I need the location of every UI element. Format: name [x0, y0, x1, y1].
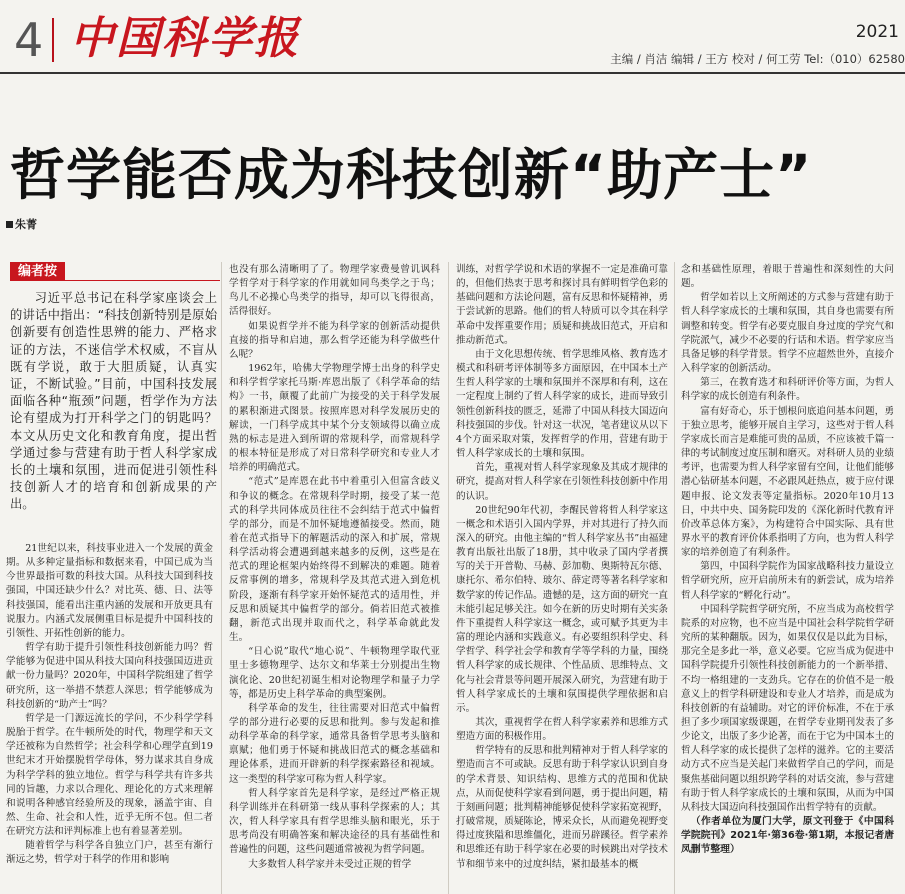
page-header	[0, 0, 905, 75]
masthead-logo: 中国科学报	[70, 13, 300, 64]
article-column-3	[456, 263, 668, 872]
paragraph: 科学革命的发生，往往需要对旧范式中偏哲学的部分进行必要的反思和批判。参与发起和推动科学革命的科学家，通常具备哲学思考头脑和禀赋；他们勇于怀疑和挑战旧范式的概念基础和理论体系，进而开辟新的科学探索路径和视域。这一类型的科学家可称为哲人科学家。	[229, 702, 440, 785]
column-separator	[448, 262, 449, 894]
byline-square-icon	[6, 221, 13, 228]
source-note: （作者单位为厦门大学，原文刊登于《中国科学院院刊》2021年·第36卷·第1期，本报记者唐凤删节整理）	[681, 816, 894, 856]
article-column-4	[681, 263, 894, 858]
paragraph: 哲人科学家首先是科学家，是经过严格正规科学训练并在科研第一线从事科学探索的人；其次，哲人科学家具有哲学思维头脑和眼光，乐于思考尚没有明确答案和解决途径的具有基础性和普遍性的问题，这些问题通常被视为哲学问题。	[229, 787, 440, 856]
editor-note: 习近平总书记在科学家座谈会上的讲话中指出：“科技创新特别是原始创新要有创造性思辨的能力、严格求证的方法，不迷信学术权威，不盲从既有学说，敢于大胆质疑，认真实证，不断试验。”目前，中国科技发展面临各种“瓶颈”问题，哲学作为方法论有望成为打开科学之门的钥匙吗？本文从历史文化和教育角度，提出哲学通过参与营建有助于哲人科学家成长的土壤和氛围，进而促进引领性科技创新人才的培育和创新成果的产出。	[10, 291, 217, 512]
page-number: 4	[14, 13, 44, 67]
paragraph: 富有好奇心，乐于刨根问底追问基本问题，勇于独立思考，能够开展自主学习，这些对于哲人科学家成长而言是难能可贵的品质，不应该被千篇一律的考试制度过度压制和磨灭。对科研人员的业绩考评，也需要为哲人科学家留有空间，让他们能够潜心钻研基本问题，不必跟风赶热点，疲于应付课题申报、论文发表等定量指标。2020年10月13日，中共中央、国务院印发的《深化新时代教育评价改革总体方案》，为构建符合中国实际、具有世界水平的教育评价体系指明了方向，也为哲人科学家的培养创造了有利条件。	[681, 405, 894, 559]
header-rule	[0, 72, 905, 74]
paragraph: 第四，中国科学院作为国家战略科技力量设立哲学研究所，应开启前所未有的新尝试，成为培养哲人科学家的“孵化行动”。	[681, 561, 894, 601]
paragraph: 训练，对哲学学说和术语的掌握不一定是准确可靠的，但他们热衷于思考和探讨具有鲜明哲学色彩的基础问题和方法论问题，富有反思和怀疑精神，勇于尝试新的思路。他们的哲人特质可以令其在科学革命中发挥重要作用；质疑和挑战旧范式，开启和推动新范式。	[456, 264, 668, 346]
editor-note-rule	[10, 280, 220, 281]
author-name: 朱菁	[15, 218, 37, 231]
column-separator	[221, 262, 222, 894]
credits-text: 主编 / 肖洁 编辑 / 王方 校对 / 何工劳 Tel:（010）62580	[610, 52, 905, 66]
paragraph: 哲学是一门源远流长的学问，不少科学学科脱胎于哲学。在牛顿所处的时代，物理学和天文学还被称为自然哲学；社会科学和心理学直到19世纪末才开始摆脱哲学母体，努力谋求其自身成为科学学科的独立地位。哲学与科学共有许多共同的旨趣，力求以合理化、理论化的方式来理解和说明各种感官经验所及的现象，涵盖宇宙、自然、生命、社会和人性，近乎无所不包。但二者在研究方法和评判标准上也有着显著差别。	[6, 712, 213, 838]
editorial-credits	[610, 51, 905, 67]
paragraph: “范式”是库恩在此书中着重引入但富含歧义和争议的概念。在常规科学时期，接受了某一范式的科学共同体成员往往不会纠结于范式中偏哲学的部分，而是不加怀疑地遵循接受。然而，随着在范式指导下的解题活动的深入和扩展，常规科学活动将会遭遇到越来越多的反例，这些是在范式的理论框架内始终得不到解决的难题。随着反常事例的增多，常规科学及其范式进入到危机阶段，逐渐有科学家开始怀疑范式的适用性，并反思和质疑其中偏哲学的部分。倘若旧范式被推翻，新范式出现并取而代之，科学革命就此发生。	[229, 476, 440, 644]
paragraph: “日心说”取代“地心说”、牛顿物理学取代亚里士多德物理学、达尔文和华莱士分别提出生物演化论、20世纪初诞生相对论物理学和量子力学等，都是历史上科学革命的典型案例。	[229, 646, 440, 700]
paragraph: 首先，重视对哲人科学家现象及其成才规律的研究，提高对哲人科学家在引领性科技创新中作用的认识。	[456, 462, 668, 502]
paragraph: 由于文化思想传统、哲学思维风格、教育选才模式和科研考评体制等多方面原因，在中国本土产生哲人科学家的土壤和氛围并不深厚和有利，这在一定程度上制约了哲人科学家的成长，进而导致引领性创新科技的匮乏，延滞了中国从科技大国迈向科技强国的步伐。针对这一状况，笔者建议从以下4个方面采取对策，发挥哲学的作用，营建有助于哲人科学家成长的土壤和氛围。	[456, 348, 668, 460]
issue-year: 2021	[855, 22, 899, 42]
paragraph: 中国科学院哲学研究所，不应当成为高校哲学院系的对应物，也不应当是中国社会科学院哲学研究所的某种翻版。因为，如果仅仅是以此为目标，那完全是多此一举，意义必要。它应当成为促进中国科学院提升引领性科技创新能力的一个新举措、不均一格组建的一支劲兵。它存在的价值不是一般意义上的哲学科研建设和专业人才培养，而是成为科技创新的有益辅助。对它的评价标准，不在于承担了多少项国家级课题，在哲学专业期刊发表了多少论文，出版了多少论著，而在于它为中国本土的哲人科学家的成长提供了怎样的滋养。它的主要活动方式不应当是关起门来做哲学自己的学问，而是聚焦基础问题以组织跨学科的对话交流，参与营建有助于哲人科学家成长的土壤和氛围，从而为中国从科技大国迈向科技强国作出哲学特有的贡献。	[681, 603, 894, 813]
column-separator	[674, 262, 675, 894]
paragraph: 哲学特有的反思和批判精神对于哲人科学家的塑造而言不可或缺。反思有助于科学家认识到自身的学术背景、知识结构、思维方式的范围和优缺点，从而促使科学家看到问题，勇于提出问题，精于刻画问题；批判精神能够促使科学家拓宽视野，打破常规，质疑陈论，博采众长，从而避免视野变得过度狭隘和思维僵化，进而另辟蹊径。哲学素养和思维还有助于科学家在必要的时候跳出对学技术节和细节来中的过度纠结，紧扣最基本的概	[456, 745, 668, 870]
paragraph: 第三，在教育选才和科研评价等方面，为哲人科学家的成长创造有利条件。	[681, 377, 894, 403]
article-author	[6, 216, 37, 232]
paragraph: 也没有那么清晰明了了。物理学家费曼曾讥讽科学哲学对于科学家的作用就如同鸟类学之于鸟；鸟儿不必操心鸟类学的指导，却可以飞得很高，活得很好。	[229, 264, 440, 318]
paragraph: 21世纪以来，科技事业进入一个发展的黄金期。从多种定量指标和数据来看，中国已成为当今世界最指可数的科技大国。从科技大国到科技强国，中国还缺少什么？对比英、德、日、法等科技强国，能看出注重内涵的发展和开放更具有说服力。内涵式发展侧重目标是提升中国科技的引领性、开拓性创新的能力。	[6, 543, 213, 639]
article-column-2	[229, 263, 440, 872]
editor-note-label: 编者按	[10, 262, 65, 281]
paragraph: 念和基础性原理，着眼于普遍性和深刻性的大问题。	[681, 264, 894, 290]
paragraph: 大多数哲人科学家并未受过正规的哲学	[248, 858, 412, 870]
header-divider	[52, 18, 54, 62]
article-column-1	[6, 542, 213, 868]
paragraph: 哲学有助于提升引领性科技创新能力吗？哲学能够为促进中国从科技大国向科技强国迈进贡献一份力量吗？2020年，中国科学院组建了哲学研究所，这一举措不禁惹人深思；哲学能够成为科技创新的“助产士”吗？	[6, 642, 213, 710]
paragraph: 随着哲学与科学各自独立门户，甚至有渐行渐远之势，哲学对于科学的作用和影响	[6, 840, 213, 866]
paragraph: 如果说哲学并不能为科学家的创新活动提供直接的指导和启迪，那么哲学还能为科学做些什么呢？	[229, 320, 440, 360]
paragraph: 1962年，哈佛大学物理学博士出身的科学史和科学哲学家托马斯·库恩出版了《科学革命的结构》一书，颠覆了此前广为接受的关于科学发展的累积渐进式图景。按照库恩对科学发展历史的解读，一门科学成其中某个分支领域得以确立成熟的标志是进入到所谓的常规科学，而常规科学的根本特征是形成了对日常科学研究和专业人才培养的明确范式。	[229, 363, 440, 474]
paragraph: 哲学如若以上文所阐述的方式参与营建有助于哲人科学家成长的土壤和氛围，其自身也需要有所调整和转变。哲学有必要克服自身过度的学究气和学院派气，减少不必要的行话和术语。哲学家应当具备足够的科学背景。哲学不应超然世外，直接介入科学家的创新活动。	[681, 292, 894, 375]
article-headline: 哲学能否成为科技创新“助产士”	[10, 143, 813, 207]
paragraph: 其次，重视哲学在哲人科学家素养和思维方式塑造方面的积极作用。	[456, 717, 668, 743]
paragraph: 20世纪90年代初，李醒民曾将哲人科学家这一概念和术语引入国内学界，并对其进行了持久而深入的研究。由他主编的“哲人科学家丛书”由福建教育出版社出版了18册，其中收录了国内学者撰写的关于开普勒、马赫、彭加勒、奥斯特瓦尔德、康托尔、希尔伯特、玻尔、薛定谔等著名科学家和数学家的传记作品。遗憾的是，这方面的研究一直未能引起足够关注。如今在新的历史时期有关实条件下重提哲人科学家这一概念，或可赋予其更为丰富的理论内涵和实践意义。有必要组织科学史、科学哲学、科学社会学和教育学等学科的力量，围绕哲人科学家的成长规律、个性品质、思维特点、文化与社会背景等问题开展深入研究，为营建有助于哲人科学家成长的土壤和氛围提供学理依据和启示。	[456, 504, 668, 714]
